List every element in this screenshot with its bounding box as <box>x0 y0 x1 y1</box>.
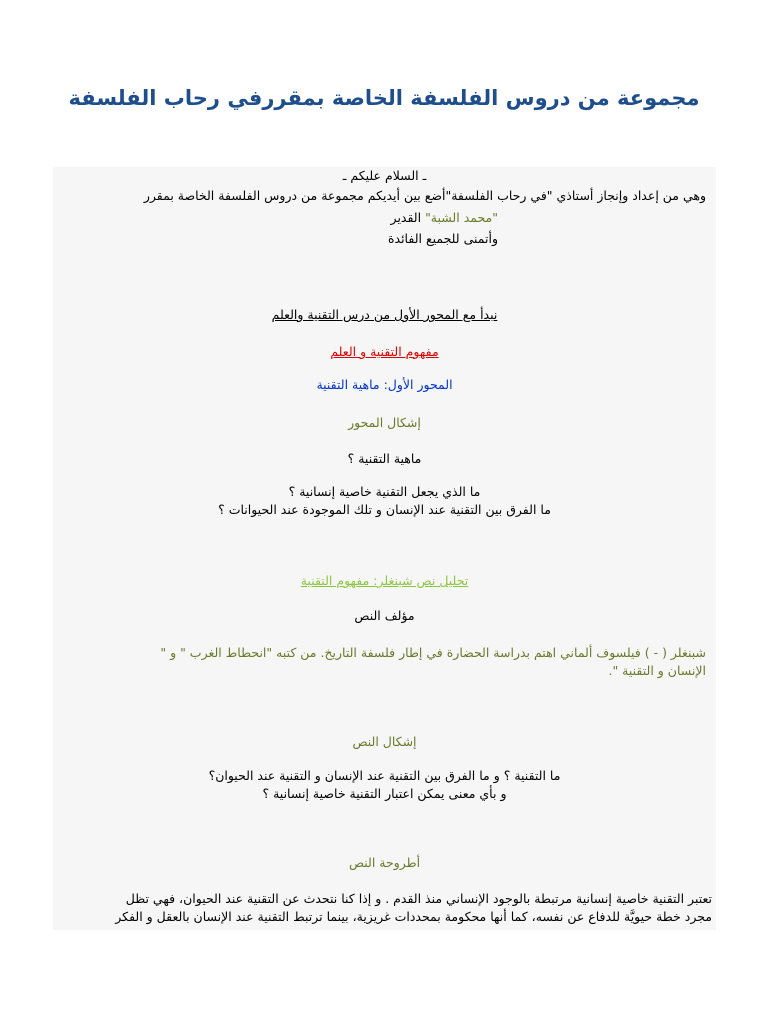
author-line-1: شبنغلر ( - ) فيلسوف ألماني اهتم بدراسة الحضارة في إطار فلسفة التاريخ. من كتبه "انحطاط الغرب " و " <box>160 645 706 660</box>
author-heading: مؤلف النص <box>354 608 415 623</box>
axis-heading: المحور الأول: ماهية التقنية <box>316 377 453 392</box>
axis-problem-heading: إشكال المحور <box>348 415 421 430</box>
thesis-line-1: تعتبر التقنية خاصية إنسانية مرتبطة بالوجود الإنساني منذ القدم . و إذا كنا نتحدث عن التقنية عند الحيوان، فهي تظل <box>125 891 712 906</box>
question-2: ما الذي يجعل التقنية خاصية إنسانية ؟ <box>288 484 481 499</box>
text-question-2: و بأي معنى يمكن اعتبار التقنية خاصية إنسانية ؟ <box>262 786 507 801</box>
document-body <box>53 167 716 930</box>
question-1: ماهية التقنية ؟ <box>347 451 422 466</box>
author-line-2: الإنسان و التقنية ". <box>608 663 706 678</box>
text-question-1: ما التقنية ؟ و ما الفرق بين التقنية عند الإنسان و التقنية عند الحيوان؟ <box>208 768 561 783</box>
wish-line: وأتمنى للجميع الفائدة <box>387 231 498 246</box>
intro-line: وهي من إعداد وإنجاز أستاذي "في رحاب الفلسفة"أضع بين أيديكم مجموعة من دروس الفلسفة الخاصة بمقرر <box>143 188 706 203</box>
analysis-heading[interactable]: تحليل نص شبنغلر: مفهوم التقنية <box>300 573 469 588</box>
teacher-suffix: القدير <box>390 210 426 225</box>
greeting: ـ السلام عليكم ـ <box>342 168 427 183</box>
lesson-start: نبدأ مع المحور الأول من درس التقنية والعلم <box>271 307 498 322</box>
question-3: ما الفرق بين التقنية عند الإنسان و تلك الموجودة عند الحيوانات ؟ <box>218 502 551 517</box>
text-problem-heading: إشكال النص <box>352 734 417 749</box>
thesis-line-2: مجرد خطة حيويَّة للدفاع عن نفسه، كما أنها محكومة بمحددات غريزية، بينما ترتبط التقنية عند الإنسان بالعقل و الفكر <box>115 909 712 924</box>
thesis-heading: أطروحة النص <box>348 855 421 870</box>
teacher-line <box>391 209 498 227</box>
document-title: مجموعة من دروس الفلسفة الخاصة بمقررفي رحاب الفلسفة <box>68 86 700 110</box>
teacher-name: "محمد الشبة" <box>425 210 498 225</box>
concept-heading: مفهوم التقنية و العلم <box>330 344 439 359</box>
